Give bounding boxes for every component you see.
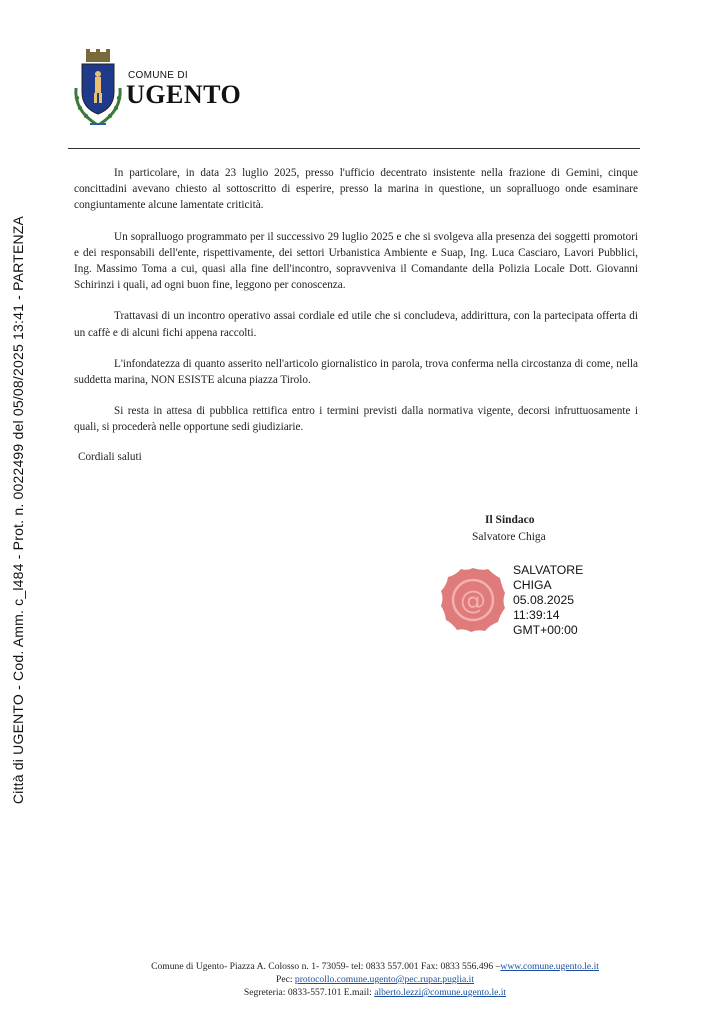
- paragraph: L'infondatezza di quanto asserito nell'articolo giornalistico in parola, trova conferma nella circostanza di come, nella suddetta marina, NON ESISTE alcuna piazza Tirolo.: [74, 357, 638, 387]
- pec-label: Pec:: [275, 974, 293, 985]
- paragraph: Un sopralluogo programmato per il successivo 29 luglio 2025 e che si svolgeva alla presenza dei soggetti promotori e dei responsabili dell'ente, rispettivamente, dei settori Urbanistica Ambiente e Suap, Ing. Luca Casciaro, Lavori Pubblici, Ing. Massimo Toma a cui, quasi alla fine dell'incontro, sopravveniva il Comandante della Polizia Locale Dott. Giovanni Schirinzi i quali, ad ogni buon fine, leggono per conoscenza.: [74, 230, 638, 292]
- paragraph: Trattavasi di un incontro operativo assai cordiale ed utile che si concludeva, addirittura, con la partecipata offerta di un caffè e di alcuni fichi appena raccolti.: [74, 310, 638, 339]
- digital-signature-line: SALVATORE: [513, 563, 584, 577]
- letterhead: [70, 48, 270, 133]
- letter-footer: [80, 960, 670, 999]
- digital-signature-line: 05.08.2025: [513, 593, 574, 607]
- footer-pec-line: [80, 973, 670, 986]
- pec-email-link[interactable]: protocollo.comune.ugento@pec.rupar.puglia.it: [294, 974, 474, 985]
- paragraph: In particolare, in data 23 luglio 2025, presso l'ufficio decentrato insistente nella frazione di Gemini, cinque concittadini avevano chiesto al sottoscritto di esperire, presso la marina in questione, un sopralluogo onde esaminare congiuntamente alcune lamentate criticità.: [74, 167, 638, 212]
- comune-di-label: COMUNE DI: [128, 70, 188, 81]
- footer-secretary-line: [80, 986, 670, 999]
- signer-title: Il Sindaco: [485, 514, 535, 526]
- protocol-stamp: Città di UGENTO - Cod. Amm. c_l484 - Prot. n. 0022499 del 05/08/2025 13:41 - PARTENZA: [10, 215, 26, 805]
- closing-greeting: Cordiali saluti: [78, 451, 142, 463]
- digital-signature-line: GMT+00:00: [513, 623, 578, 637]
- municipal-crest-icon: [70, 48, 126, 130]
- secretary-text: Segreteria: 0833-557.101 E.mail:: [243, 987, 372, 998]
- signer-name: Salvatore Chiga: [472, 531, 546, 543]
- letter-body: [74, 165, 638, 451]
- paragraph: Si resta in attesa di pubblica rettifica entro i termini previsti dalla normativa vigente, decorsi infruttuosamente i quali, si procederà nelle opportune sedi giudiziarie.: [74, 405, 638, 434]
- digital-signature-seal-icon: [438, 565, 508, 635]
- footer-address-line: [80, 960, 670, 973]
- footer-address: Comune di Ugento- Piazza A. Colosso n. 1- 73059- tel: 0833 557.001 Fax: 0833 556.496 –: [151, 961, 501, 972]
- digital-signature-line: 11:39:14: [513, 608, 560, 622]
- municipality-name: UGENTO: [126, 80, 242, 109]
- website-link[interactable]: www.comune.ugento.le.it: [500, 961, 599, 972]
- svg-text:@: @: [460, 586, 486, 616]
- email-link[interactable]: alberto.lezzi@comune.ugento.le.it: [374, 987, 507, 998]
- digital-signature-details: [513, 563, 583, 638]
- digital-signature-line: CHIGA: [513, 578, 552, 592]
- header-divider: [68, 148, 640, 149]
